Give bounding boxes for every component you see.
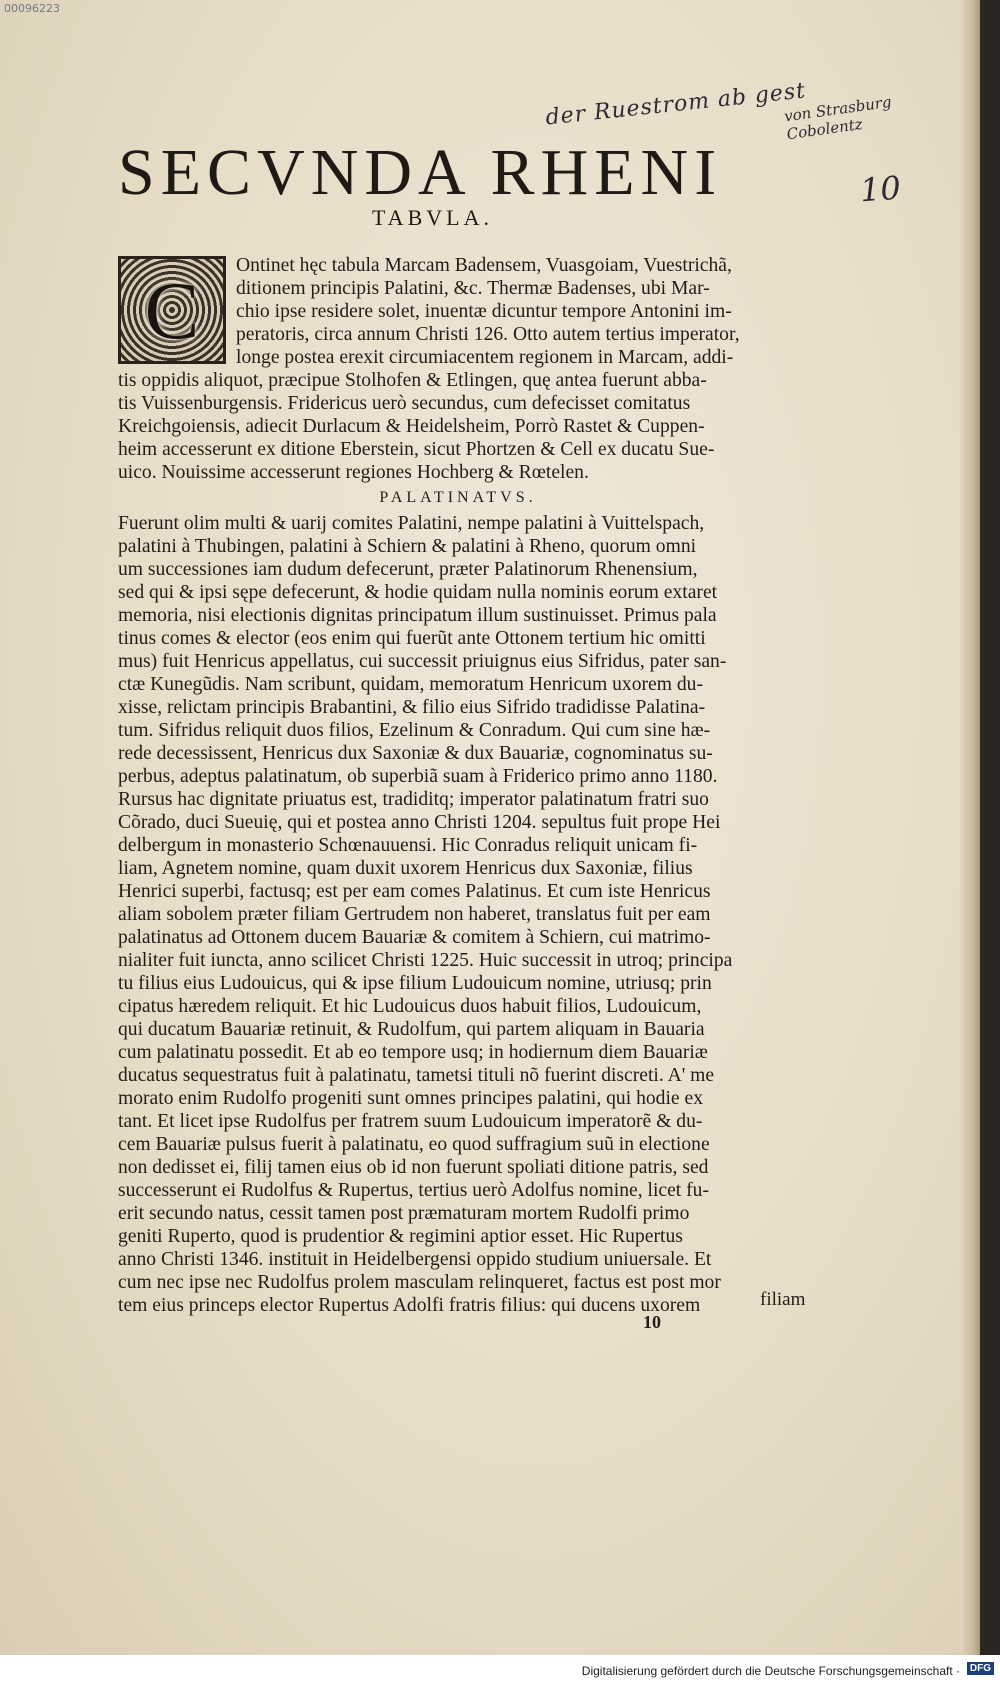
text-line: liam, Agnetem nomine, quam duxit uxorem Henricus dux Saxoniæ, filius [118,858,693,879]
text-line: non dedisset ei, filij tamen eius ob id non fuerunt spoliati ditione patris, sed [118,1157,709,1178]
text-line: tinus comes & elector (eos enim qui fuerũt ante Ottonem tertium hic omitti [118,628,706,649]
text-line: geniti Ruperto, quod is prudentior & regimini aptior esset. Hic Rupertus [118,1226,683,1247]
page-number: 10 [643,1312,661,1332]
text-line: perbus, adeptus palatinatum, ob superbiã suam à Friderico primo anno 1180. [118,766,718,787]
paragraph-palatinatus [118,512,798,1317]
catchword: filiam [760,1289,806,1310]
text-line: xisse, relictam principis Brabantini, & filio eius Sifrido tradidisse Palatina- [118,697,706,718]
section-heading: PALATINATVS. [379,489,537,506]
text-line: chio ipse residere solet, inuentæ dicuntur tempore Antonini im- [236,301,732,322]
text-line: heim accesserunt ex ditione Eberstein, sicut Phortzen & Cell ex ducatu Sue- [118,439,715,460]
handwritten-note-2: von Strasburg Cobolentz [783,92,893,144]
text-line: Cõrado, duci Sueuię, qui et postea anno Christi 1204. sepultus fuit prope Hei [118,812,721,833]
text-line: aliam sobolem præter filiam Gertrudem non haberet, translatus fuit per eam [118,904,711,925]
text-line: nialiter fuit iuncta, anno scilicet Christi 1225. Huic successit in utroq; principa [118,950,733,971]
text-line: cum palatinatu possedit. Et ab eo tempore usq; in hodiernum diem Bauariæ [118,1042,708,1063]
text-line: cem Bauariæ pulsus fuerit à palatinatu, eo quod suffragium suũ in electione [118,1134,710,1155]
handwritten-note: der Ruestrom ab gest [544,78,808,131]
text-line: ctæ Kunegũdis. Nam scribunt, quidam, memoratum Henricum uxorem du- [118,674,703,695]
text-line: tis oppidis aliquot, præcipue Stolhofen & Etlingen, quę antea fuerunt abba- [118,370,707,391]
scan-id: 00096223 [4,2,60,15]
text-line: anno Christi 1346. instituit in Heidelbergensi oppido studium uniuersale. Et [118,1249,712,1270]
text-line: tu filius eius Ludouicus, qui & ipse filium Ludouicum nomine, utriusq; prin [118,973,712,994]
text-line: Fuerunt olim multi & uarij comites Palatini, nempe palatini à Vuittelspach, [118,513,705,534]
page-edge [960,0,980,1655]
text-line: Kreichgoiensis, adiecit Durlacum & Heidelsheim, Porrò Rastet & Cuppen- [118,416,705,437]
page-title: SECVNDA RHENI [118,136,723,209]
decorated-initial [118,256,226,364]
text-line: rede decessissent, Henricus dux Saxoniæ & dux Bauariæ, cognominatus su- [118,743,713,764]
text-line: Ontinet hęc tabula Marcam Badensem, Vuasgoiam, Vuestrichã, [236,255,732,276]
text-line: Henrici superbi, factusq; est per eam comes Palatinus. Et cum iste Henricus [118,881,711,902]
text-line: mus) fuit Henricus appellatus, cui successit priuignus eius Sifridus, pater san- [118,651,727,672]
text-line: palatini à Thubingen, palatini à Schiern & palatini à Rheno, quorum omni [118,536,697,557]
body-text [118,254,798,1317]
text-line: ducatus sequestratus fuit à palatinatu, tametsi tituli nõ fuerint discreti. A' me [118,1065,715,1086]
text-line: morato enim Rudolfo progeniti sunt omnes principes palatini, qui hodie ex [118,1088,703,1109]
text-line: qui ducatum Bauariæ retinuit, & Rudolfum, qui partem aliquam in Bauaria [118,1019,705,1040]
text-line: tant. Et licet ipse Rudolfus per fratrem suum Ludouicum imperatorẽ & du- [118,1111,703,1132]
text-line: um successiones iam dudum defecerunt, præter Palatinorum Rhenensium, [118,559,698,580]
text-line: longe postea erexit circumiacentem regionem in Marcam, addi- [236,347,734,368]
text-line: sed qui & ipsi sępe defecerunt, & hodie quidam nulla nominis eorum extaret [118,582,718,603]
text-line: palatinatus ad Ottonem ducem Bauariæ & comitem à Schiern, cui matrimo- [118,927,711,948]
text-line: memoria, nisi electionis dignitas principatum illum sustinuisset. Primus pala [118,605,717,626]
text-line: delbergum in monasterio Schœnauuensi. Hic Conradus reliquit unicam fi- [118,835,698,856]
text-line: erit secundo natus, cessit tamen post præmaturam mortem Rudolfi primo [118,1203,690,1224]
dfg-logo: DFG [967,1662,994,1675]
text-line: successerunt ei Rudolfus & Rupertus, tertius uerò Adolfus nomine, licet fu- [118,1180,709,1201]
text-line: tum. Sifridus reliquit duos filios, Ezelinum & Conradum. Qui cum sine hæ- [118,720,711,741]
footer-bar [0,1655,1000,1685]
text-line: tem eius princeps elector Rupertus Adolfi fratris filius: qui ducens uxorem [118,1295,701,1316]
text-line: peratoris, circa annum Christi 126. Otto autem tertius imperator, [236,324,740,345]
text-line: tis Vuissenburgensis. Fridericus uerò secundus, cum defecisset comitatus [118,393,691,414]
initial-letter: C [144,264,200,356]
text-line: ditionem principis Palatini, &c. Thermæ Badenses, ubi Mar- [236,278,710,299]
handwritten-folio: 10 [858,168,902,210]
footer-text: Digitalisierung gefördert durch die Deutsche Forschungsgemeinschaft · [581,1664,960,1678]
page-subtitle: TABVLA. [372,205,493,230]
text-line: cipatus hæredem reliquit. Et hic Ludouicus duos habuit filios, Ludouicum, [118,996,702,1017]
text-line: Rursus hac dignitate priuatus est, tradiditq; imperator palatinatum fratri suo [118,789,709,810]
text-line: uico. Nouissime accesserunt regiones Hochberg & Rœtelen. [118,462,589,483]
text-line: cum nec ipse nec Rudolfus prolem masculam relinqueret, factus est post mor [118,1272,721,1293]
